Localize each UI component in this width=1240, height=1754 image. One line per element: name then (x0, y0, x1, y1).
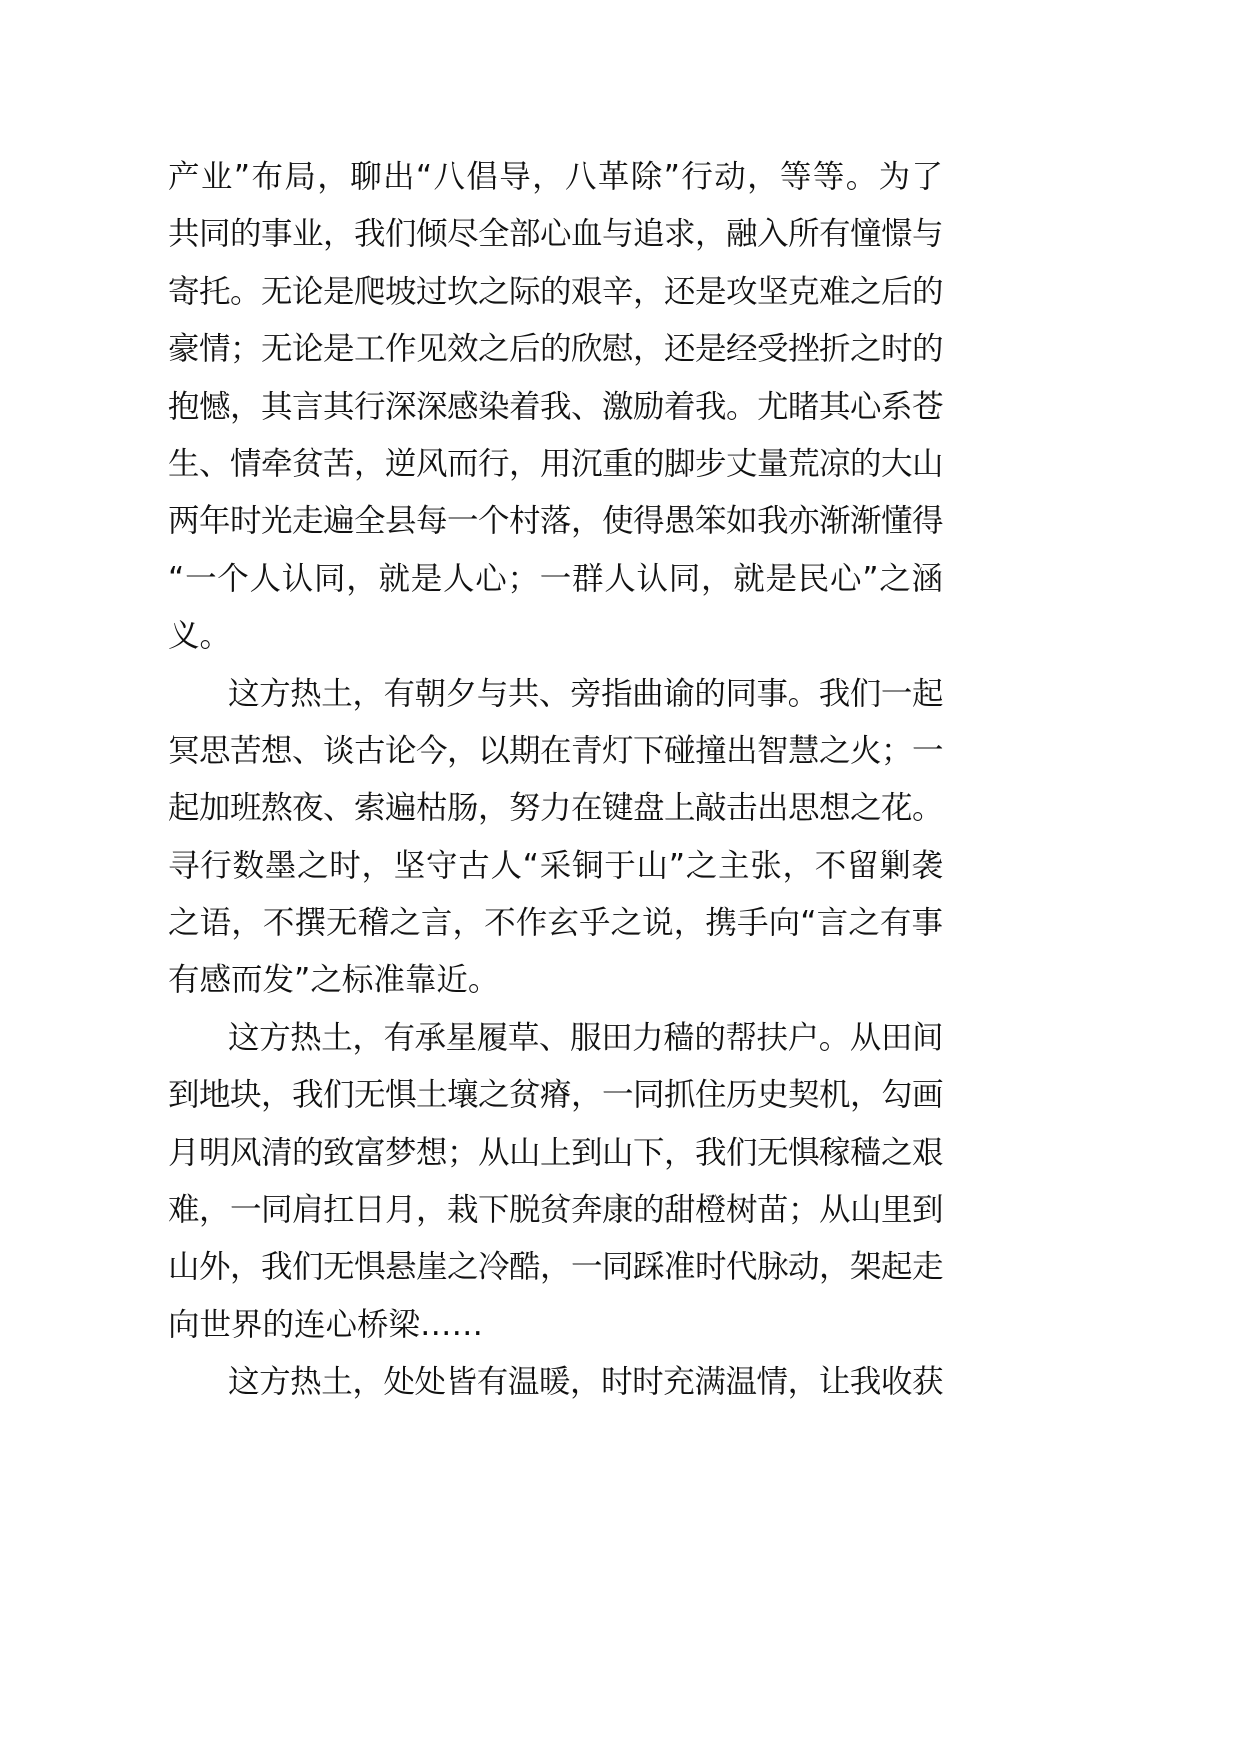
text-line: 向世界的连心桥梁…… (168, 1306, 484, 1343)
text-line: 之语，不撰无稽之言，不作玄乎之说，携手向“言之有事 (168, 905, 943, 942)
paragraph-first-line: 这方热土，处处皆有温暖，时时充满温情，让我收获 (228, 1364, 943, 1401)
text-line: 两年时光走遍全县每一个村落，使得愚笨如我亦渐渐懂得 (168, 503, 944, 540)
text-line: 产业”布局，聊出“八倡导，八革除”行动，等等。为了 (168, 159, 943, 195)
paragraph-first-line: 这方热土，有朝夕与共、旁指曲谕的同事。我们一起 (228, 675, 943, 712)
text-line: 冥思苦想、谈古论今，以期在青灯下碰撞出智慧之火；一 (168, 732, 944, 769)
text-line: 月明风清的致富梦想；从山上到山下，我们无惧稼穑之艰 (168, 1134, 944, 1171)
text-line: 难，一同肩扛日月，栽下脱贫奔康的甜橙树苗；从山里到 (168, 1192, 944, 1229)
text-line: 豪情；无论是工作见效之后的欣慰，还是经受挫折之时的 (168, 331, 944, 368)
text-line: 生、情牵贫苦，逆风而行，用沉重的脚步丈量荒凉的大山 (168, 445, 944, 482)
text-line: 有感而发”之标准靠近。 (168, 962, 500, 999)
text-line: 寄托。无论是爬坡过坎之际的艰辛，还是攻坚克难之后的 (168, 273, 944, 310)
body-text (168, 149, 943, 1412)
text-line: 到地块，我们无惧土壤之贫瘠，一同抓住历史契机，勾画 (168, 1077, 944, 1114)
text-line: 寻行数墨之时，坚守古人“采铜于山”之主张，不留剿袭 (168, 847, 943, 884)
text-line: 共同的事业，我们倾尽全部心血与追求，融入所有憧憬与 (168, 216, 944, 253)
text-line: 起加班熬夜、索遍枯肠，努力在键盘上敲击出思想之花。 (168, 790, 944, 827)
text-line: 抱憾，其言其行深深感染着我、激励着我。尤睹其心系苍 (168, 388, 944, 425)
text-line: “一个人认同，就是人心；一群人认同，就是民心”之涵 (168, 560, 943, 597)
text-line: 义。 (168, 618, 232, 655)
text-line: 山外，我们无惧悬崖之冷酷，一同踩准时代脉动，架起走 (168, 1249, 944, 1286)
paragraph-first-line: 这方热土，有承星履草、服田力穑的帮扶户。从田间 (228, 1019, 943, 1056)
